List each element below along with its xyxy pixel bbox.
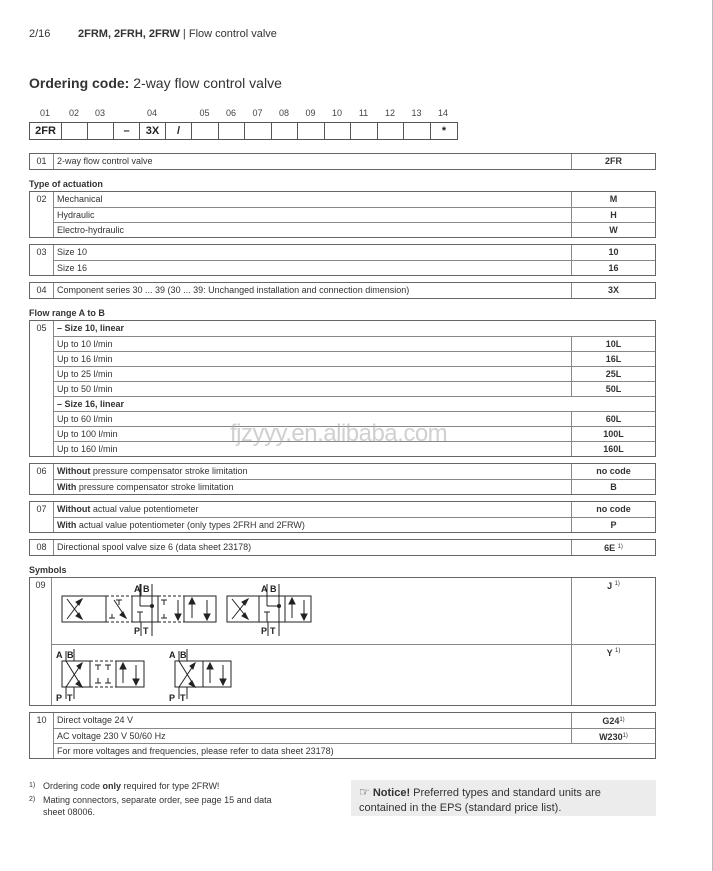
hydraulic-symbol-j-icon bbox=[52, 578, 571, 642]
product-codes: 2FRM, 2FRH, 2FRW bbox=[78, 28, 180, 40]
pos-label: 10 bbox=[331, 108, 342, 118]
row-code: 10L bbox=[571, 337, 655, 351]
svg-text:A: A bbox=[134, 584, 141, 594]
row-description: pressure compensator stroke limitation bbox=[76, 482, 234, 492]
footnote-marker: 2) bbox=[29, 796, 36, 803]
table-row-01 bbox=[29, 153, 656, 170]
symbol-j-diagrams bbox=[52, 578, 571, 644]
row-description: Up to 100 l/min bbox=[57, 429, 118, 439]
row-description: pressure compensator stroke limitation bbox=[90, 466, 248, 476]
code-box bbox=[88, 123, 114, 139]
code-position-numbers bbox=[29, 108, 458, 120]
pos-label: 04 bbox=[146, 108, 157, 118]
emphasis: Without bbox=[57, 466, 91, 476]
row-code: W bbox=[571, 223, 655, 237]
code-box bbox=[62, 123, 88, 139]
pos-label: 07 bbox=[252, 108, 263, 118]
svg-text:T: T bbox=[143, 626, 149, 636]
header-separator: | bbox=[179, 28, 189, 40]
svg-text:P: P bbox=[169, 693, 176, 703]
pos-label: 13 bbox=[411, 108, 422, 118]
code-box bbox=[404, 123, 431, 139]
emphasis: With bbox=[57, 520, 77, 530]
footnote-marker: 1) bbox=[29, 782, 36, 789]
code-box bbox=[378, 123, 404, 139]
notice-box bbox=[351, 780, 656, 816]
table-group-10 bbox=[29, 712, 656, 759]
pos-label: 12 bbox=[384, 108, 395, 118]
row-number: 04 bbox=[30, 283, 54, 298]
row-number: 07 bbox=[30, 502, 54, 532]
footnote-ref: 1) bbox=[614, 581, 620, 587]
row-code: G24 bbox=[602, 716, 620, 726]
svg-text:A: A bbox=[56, 650, 63, 660]
row-code: 25L bbox=[571, 367, 655, 381]
row-number: 06 bbox=[30, 464, 54, 494]
title-bold: Ordering code: bbox=[29, 75, 130, 91]
row-description: Up to 10 l/min bbox=[57, 339, 113, 349]
code-box: 2FR bbox=[30, 123, 62, 139]
voltage-note: For more voltages and frequencies, please refer to data sheet 23178) bbox=[57, 746, 334, 756]
code-box bbox=[325, 123, 351, 139]
table-group-09-symbols bbox=[29, 577, 656, 706]
footnote-text: Mating connectors, separate order, see page 15 and data sheet 08006. bbox=[43, 795, 272, 817]
svg-text:B: B bbox=[67, 650, 74, 660]
code-box: * bbox=[441, 125, 447, 137]
row-description: Electro-hydraulic bbox=[57, 225, 125, 235]
emphasis: With bbox=[57, 482, 77, 492]
row-description: Hydraulic bbox=[57, 210, 95, 220]
pos-label: 05 bbox=[199, 108, 210, 118]
code-box: 3X bbox=[140, 123, 166, 139]
row-number: 05 bbox=[30, 321, 54, 456]
row-code: no code bbox=[571, 464, 655, 479]
row-description: Directional spool valve size 6 (data sheet 23178) bbox=[57, 542, 252, 552]
row-code: 3X bbox=[571, 283, 655, 298]
row-code: 50L bbox=[571, 382, 655, 396]
code-box bbox=[298, 123, 325, 139]
notice-label: Notice! bbox=[372, 787, 411, 799]
pos-label: 03 bbox=[94, 108, 105, 118]
row-description: 2-way flow control valve bbox=[57, 156, 153, 166]
svg-text:P: P bbox=[134, 626, 141, 636]
svg-text:T: T bbox=[67, 693, 73, 703]
page-header bbox=[29, 28, 277, 40]
row-description: Up to 60 l/min bbox=[57, 414, 113, 424]
row-code: 60L bbox=[571, 412, 655, 426]
row-number: 01 bbox=[30, 154, 54, 169]
pos-label: 09 bbox=[305, 108, 316, 118]
title-rest: 2-way flow control valve bbox=[129, 75, 282, 91]
row-code: M bbox=[571, 192, 655, 207]
emphasis: Without bbox=[57, 504, 91, 514]
row-code: Y bbox=[606, 648, 613, 658]
row-description: actual value potentiometer (only types 2FRH and 2FRW) bbox=[76, 520, 305, 530]
table-group-05 bbox=[29, 320, 656, 457]
footnote-1 bbox=[29, 780, 273, 792]
row-code: 16L bbox=[571, 352, 655, 366]
row-number: 08 bbox=[30, 540, 54, 555]
code-box bbox=[351, 123, 378, 139]
code-box: – bbox=[114, 123, 140, 139]
section-label-symbols: Symbols bbox=[29, 565, 67, 575]
footnote-ref: 1) bbox=[619, 717, 625, 723]
pos-label: 06 bbox=[225, 108, 236, 118]
svg-text:B: B bbox=[143, 584, 150, 594]
row-code: 6E bbox=[604, 543, 616, 553]
footnote-text: required for type 2FRW! bbox=[121, 781, 220, 791]
code-box bbox=[245, 123, 272, 139]
symbol-y-diagrams bbox=[52, 645, 571, 705]
row-number: 03 bbox=[30, 245, 54, 275]
footnote-text: Ordering code bbox=[43, 781, 103, 791]
row-description: AC voltage 230 V 50/60 Hz bbox=[57, 731, 166, 741]
page-title bbox=[29, 75, 282, 91]
subheading-size-10: – Size 10, linear bbox=[57, 323, 125, 333]
footnote-ref: 1) bbox=[617, 544, 623, 550]
code-box bbox=[219, 123, 245, 139]
pos-label: 08 bbox=[278, 108, 289, 118]
footnote-emphasis: only bbox=[102, 781, 122, 791]
row-code: 2FR bbox=[571, 154, 655, 169]
row-code: H bbox=[571, 208, 655, 222]
code-boxes bbox=[29, 122, 458, 140]
table-row-08 bbox=[29, 539, 656, 556]
section-label-actuation: Type of actuation bbox=[29, 179, 103, 189]
product-name: Flow control valve bbox=[188, 28, 277, 40]
row-description: actual value potentiometer bbox=[90, 504, 199, 514]
pos-label: 14 bbox=[437, 108, 448, 118]
row-code: J bbox=[607, 581, 613, 591]
footnotes bbox=[29, 780, 273, 818]
table-group-02 bbox=[29, 191, 656, 238]
row-description: Size 16 bbox=[57, 263, 88, 273]
section-label-flow-range: Flow range A to B bbox=[29, 308, 105, 318]
row-code: 16 bbox=[571, 261, 655, 275]
pointing-hand-icon: ☞ bbox=[359, 785, 370, 799]
row-code: 10 bbox=[571, 245, 655, 260]
page-number: 2/16 bbox=[29, 28, 51, 40]
table-group-06 bbox=[29, 463, 656, 495]
watermark: fjzyyy.en.alibaba.com bbox=[230, 420, 448, 447]
svg-text:T: T bbox=[180, 693, 186, 703]
svg-text:P: P bbox=[56, 693, 63, 703]
row-code: 160L bbox=[571, 442, 655, 456]
svg-text:T: T bbox=[270, 626, 276, 636]
code-box bbox=[192, 123, 219, 139]
footnote-2 bbox=[29, 794, 273, 818]
table-group-07 bbox=[29, 501, 656, 533]
table-row-04 bbox=[29, 282, 656, 299]
pos-label bbox=[113, 108, 139, 120]
row-description: Direct voltage 24 V bbox=[57, 715, 134, 725]
code-box: / bbox=[166, 123, 192, 139]
row-code: P bbox=[571, 518, 655, 532]
row-description: Up to 50 l/min bbox=[57, 384, 113, 394]
ordering-code-strip bbox=[29, 108, 458, 140]
hydraulic-symbol-y-icon bbox=[52, 645, 571, 705]
pos-label: 02 bbox=[68, 108, 79, 118]
row-description: Up to 16 l/min bbox=[57, 354, 113, 364]
footnote-ref: 1) bbox=[615, 648, 621, 654]
code-box bbox=[272, 123, 298, 139]
svg-text:A: A bbox=[261, 584, 268, 594]
svg-text:P: P bbox=[261, 626, 268, 636]
row-description: Component series 30 ... 39 (30 ... 39: Unchanged installation and connection dimension) bbox=[57, 285, 410, 295]
row-number: 02 bbox=[30, 192, 54, 237]
row-code: 100L bbox=[571, 427, 655, 441]
subheading-size-16: – Size 16, linear bbox=[57, 399, 125, 409]
table-group-03 bbox=[29, 244, 656, 276]
row-description: Up to 25 l/min bbox=[57, 369, 113, 379]
pos-label: 01 bbox=[39, 108, 50, 118]
row-description: Up to 160 l/min bbox=[57, 444, 118, 454]
notice-text: Preferred types and standard units are contained in the EPS (standard price list). bbox=[359, 787, 601, 814]
row-number: 09 bbox=[30, 578, 52, 705]
pos-label: 11 bbox=[358, 108, 369, 118]
svg-text:A: A bbox=[169, 650, 176, 660]
pos-label bbox=[165, 108, 191, 120]
row-code: B bbox=[571, 480, 655, 494]
row-code: W230 bbox=[599, 732, 623, 742]
footnote-ref: 1) bbox=[622, 733, 628, 739]
row-description: Size 10 bbox=[57, 247, 88, 257]
row-code: no code bbox=[571, 502, 655, 517]
svg-text:B: B bbox=[180, 650, 187, 660]
row-number: 10 bbox=[30, 713, 54, 758]
svg-text:B: B bbox=[270, 584, 277, 594]
row-description: Mechanical bbox=[57, 194, 103, 204]
